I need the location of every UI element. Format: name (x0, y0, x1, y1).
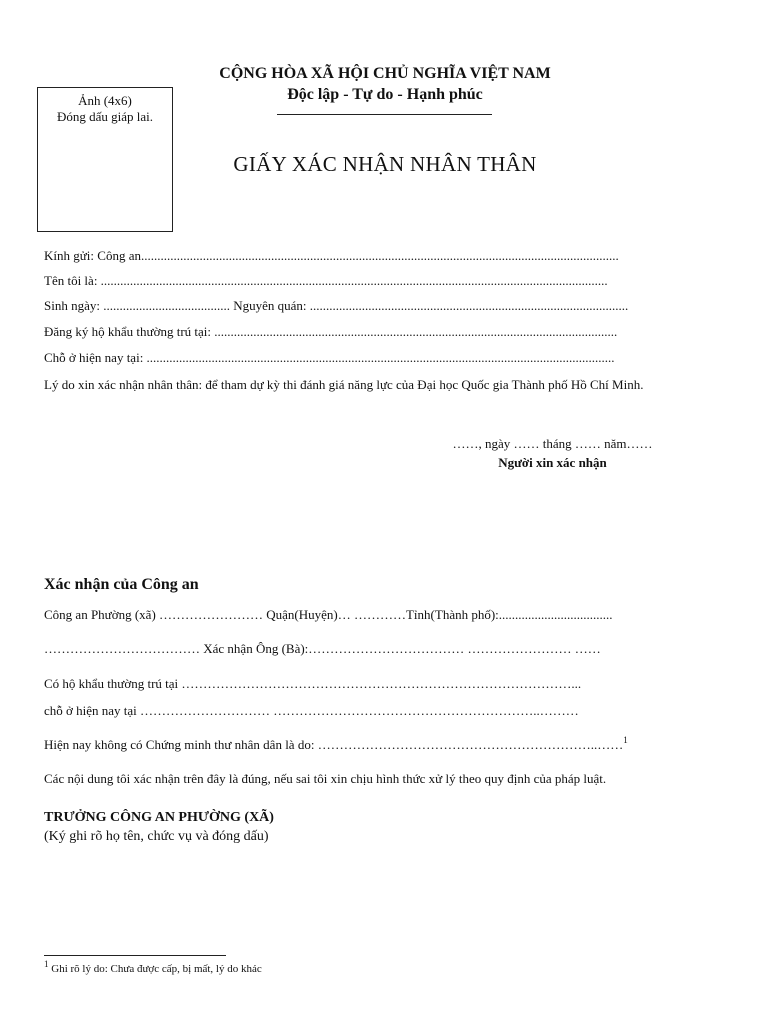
police-line-no-id-text: Hiện nay không có Chứng minh thư nhân dân là do: ………………………………………………………..…… (44, 737, 624, 752)
field-ly-do: Lý do xin xác nhận nhân thân: để tham dự kỳ thi đánh giá năng lực của Đại học Quốc gia Thành phố Hồ Chí Minh. (44, 377, 644, 392)
header-underline (277, 114, 492, 115)
document-title: GIẤY XÁC NHẬN NHÂN THÂN (233, 152, 537, 176)
national-motto: Độc lập - Tự do - Hạnh phúc (287, 86, 483, 103)
police-line-residence: Có hộ khẩu thường trú tại ………………………………………………………………………………... (44, 676, 582, 691)
footnote-reference: 1 (623, 735, 628, 745)
applicant-signature-label: Người xin xác nhận (498, 455, 607, 470)
date-line: ……, ngày …… tháng …… năm…… (452, 436, 653, 451)
photo-size-label: Ảnh (4x6) (78, 93, 132, 108)
footnote-mark: 1 (44, 959, 49, 969)
chief-title: TRƯỞNG CÔNG AN PHƯỜNG (XÃ) (44, 810, 274, 825)
police-line-no-id (44, 736, 720, 756)
police-section-title: Xác nhận của Công an (44, 576, 199, 593)
field-sinh-ngay: Sinh ngày: ....................................... Nguyên quán: .................................................................................................. (44, 298, 629, 313)
footnote-separator (44, 955, 226, 956)
police-line-confirm: ……………………………… Xác nhận Ông (Bà):……………………………… …………………… …… (44, 641, 601, 656)
field-dang-ky: Đăng ký hộ khẩu thường trú tại: ............................................................................................................................ (44, 324, 618, 339)
footnote (44, 959, 262, 975)
chief-signature-note: (Ký ghi rõ họ tên, chức vụ và đóng dấu) (44, 829, 269, 844)
photo-stamp-label: Đóng dấu giáp lai. (56, 109, 154, 124)
field-kinh-gui: Kính gửi: Công an................................................................................................................................................... (44, 248, 619, 263)
police-line-ward: Công an Phường (xã) …………………… Quận(Huyện)… …………Tỉnh(Thành phố):................................... (44, 607, 613, 622)
field-ten: Tên tôi là: ............................................................................................................................................................ (44, 273, 608, 288)
footnote-text: Ghi rõ lý do: Chưa được cấp, bị mất, lý do khác (48, 963, 262, 975)
police-line-current-address: chỗ ở hiện nay tại ………………………… ……………………………………………………..……… (44, 703, 579, 718)
police-line-declaration: Các nội dung tôi xác nhận trên đây là đúng, nếu sai tôi xin chịu hình thức xử lý theo quy định của pháp luật. (44, 771, 607, 786)
national-title: CỘNG HÒA XÃ HỘI CHỦ NGHĨA VIỆT NAM (219, 65, 551, 82)
field-cho-o: Chỗ ở hiện nay tại: ................................................................................................................................................ (44, 350, 615, 365)
